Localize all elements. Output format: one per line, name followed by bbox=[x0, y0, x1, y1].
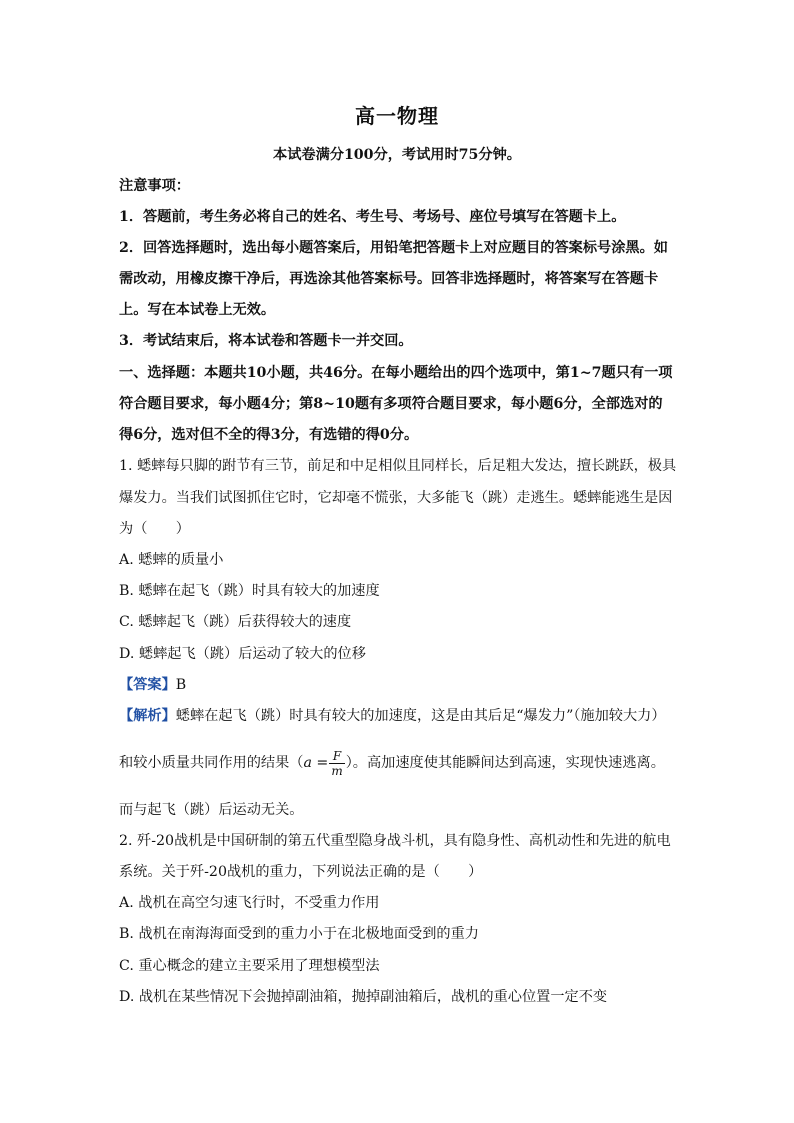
note-item-2-line-3: 上。写在本试卷上无效。 bbox=[119, 302, 276, 318]
question-2-option-b: B. 战机在南海海面受到的重力小于在北极地面受到的重力 bbox=[119, 926, 479, 942]
formula-fraction bbox=[329, 749, 344, 778]
page-title: 高一物理 bbox=[355, 104, 439, 128]
note-item-2-line-1: 2．回答选择题时，选出每小题答案后，用铅笔把答题卡上对应题目的答案标号涂黑。如 bbox=[119, 240, 668, 256]
analysis-tag: 【解析】 bbox=[119, 708, 176, 724]
question-1-analysis-line-1 bbox=[119, 706, 679, 726]
section-instructions-line-3: 得6分，选对但不全的得3分，有选错的得0分。 bbox=[119, 427, 419, 443]
section-instructions-line-2: 符合题目要求，每小题4分；第8~10题有多项符合题目要求，每小题6分，全部选对的 bbox=[119, 396, 663, 412]
formula-numerator: F bbox=[329, 749, 344, 764]
question-1-option-c: C. 蟋蟀起飞（跳）后获得较大的速度 bbox=[119, 614, 352, 630]
question-2-option-c: C. 重心概念的建立主要采用了理想模型法 bbox=[119, 958, 380, 974]
note-item-2-line-2: 需改动，用橡皮擦干净后，再选涂其他答案标号。回答非选择题时，将答案写在答题卡 bbox=[119, 271, 659, 287]
question-2-option-d: D. 战机在某些情况下会抛掉副油箱，抛掉副油箱后，战机的重心位置一定不变 bbox=[119, 989, 608, 1005]
formula-lhs: a = bbox=[303, 755, 329, 771]
analysis-text-1: 蟋蟀在起飞（跳）时具有较大的加速度，这是由其后足“爆发力”（施加较大力） bbox=[175, 708, 666, 724]
analysis-text-2-pre: 和较小质量共同作用的结果（ bbox=[119, 755, 304, 771]
question-2-stem-line-1: 2. 歼-20战机是中国研制的第五代重型隐身战斗机，具有隐身性、高机动性和先进的航电 bbox=[119, 833, 671, 849]
note-item-3: 3．考试结束后，将本试卷和答题卡一并交回。 bbox=[119, 333, 413, 349]
answer-tag: 【答案】 bbox=[119, 677, 176, 693]
question-1-stem-line-2: 爆发力。当我们试图抓住它时，它却毫不慌张，大多能飞（跳）走逃生。蟋蟀能逃生是因 bbox=[119, 490, 673, 506]
note-item-1: 1．答题前，考生务必将自己的姓名、考生号、考场号、座位号填写在答题卡上。 bbox=[119, 209, 626, 225]
question-1-answer bbox=[119, 675, 679, 695]
question-1-option-d: D. 蟋蟀起飞（跳）后运动了较大的位移 bbox=[119, 646, 366, 662]
analysis-text-2-post: ）。高加速度使其能瞬间达到高速，实现快速逃离。 bbox=[345, 755, 665, 771]
section-instructions-line-1: 一、选择题：本题共10小题，共46分。在每小题给出的四个选项中，第1~7题只有一项 bbox=[119, 365, 673, 381]
question-1-stem-line-3: 为（ ） bbox=[119, 521, 190, 537]
question-2-option-a: A. 战机在高空匀速飞行时，不受重力作用 bbox=[119, 895, 380, 911]
formula-denominator: m bbox=[331, 763, 343, 778]
question-1-analysis-line-2 bbox=[119, 746, 679, 780]
question-1-option-a: A. 蟋蟀的质量小 bbox=[119, 552, 224, 568]
question-1-stem-line-1: 1. 蟋蟀每只脚的跗节有三节，前足和中足相似且同样长，后足粗大发达，擅长跳跃，极具 bbox=[119, 458, 677, 474]
answer-value: B bbox=[175, 677, 187, 693]
notes-heading: 注意事项： bbox=[119, 178, 190, 194]
question-1-option-b: B. 蟋蟀在起飞（跳）时具有较大的加速度 bbox=[119, 583, 380, 599]
question-1-analysis-line-3: 而与起飞（跳）后运动无关。 bbox=[119, 802, 304, 818]
question-2-stem-line-2: 系统。关于歼-20战机的重力，下列说法正确的是（ ） bbox=[119, 864, 483, 880]
exam-subtitle: 本试卷满分100分，考试用时75分钟。 bbox=[273, 147, 521, 163]
